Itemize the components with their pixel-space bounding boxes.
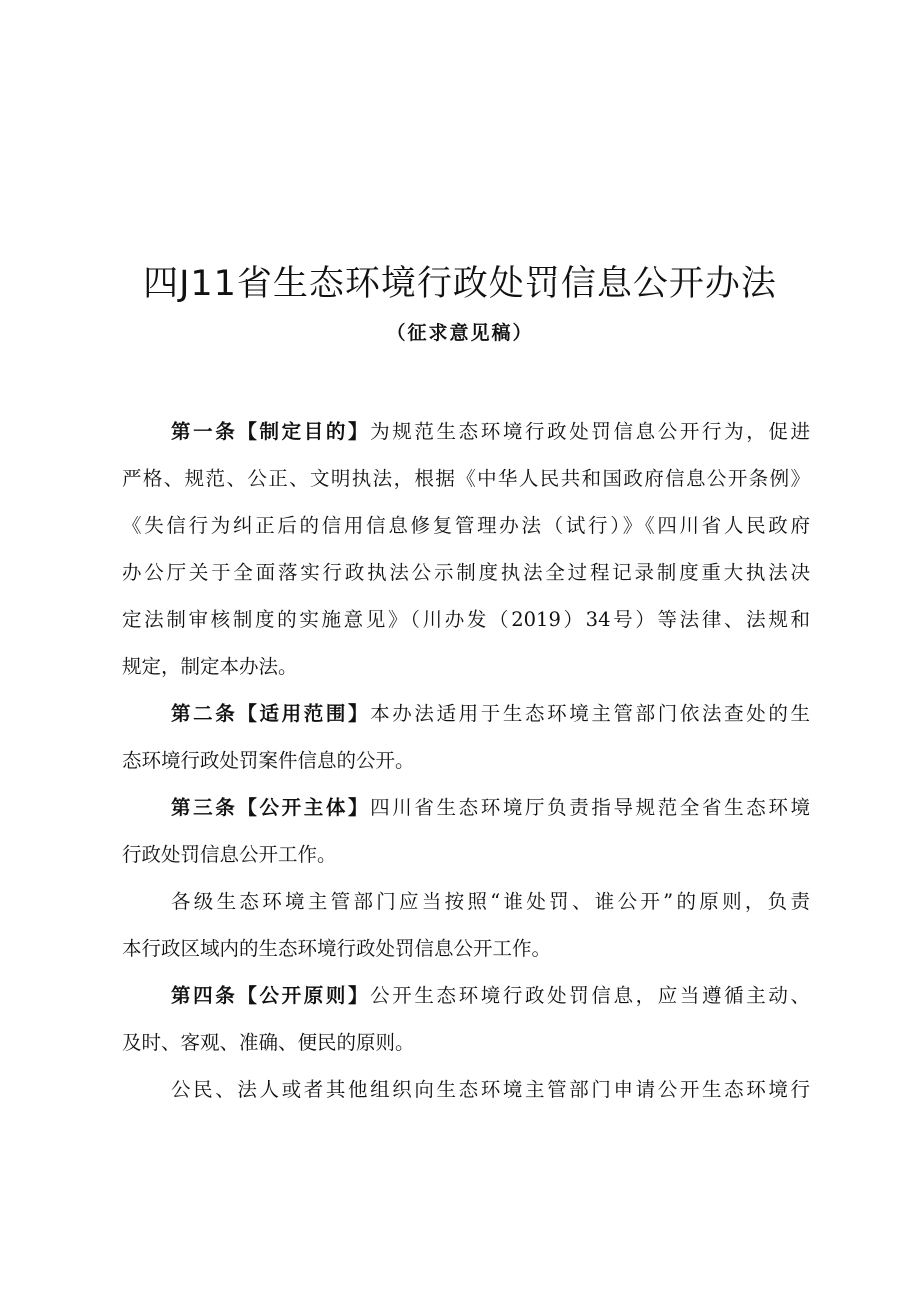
document-subtitle: （征求意见稿） [386, 322, 534, 344]
article-1-line-4: 办公厅关于全面落实行政执法公示制度执法全过程记录制度重大执法决 [122, 561, 810, 584]
article-3-line-2: 行政处罚信息公开工作。 [122, 843, 337, 866]
article-1-line-5: 定法制审核制度的实施意见》（川办发（2019）34号）等法律、法规和 [122, 608, 810, 631]
article-4-line-1: 第四条【公开原则】公开生态环境行政处罚信息，应当遵循主动、 [171, 984, 810, 1007]
article-1-heading: 第一条【制定目的】 [171, 420, 371, 443]
article-3-para-2-line-2: 本行政区域内的生态环境行政处罚信息公开工作。 [122, 937, 552, 960]
article-3-line-1: 第三条【公开主体】四川省生态环境厅负责指导规范全省生态环境 [171, 796, 810, 819]
article-2-line-1: 第二条【适用范围】本办法适用于生态环境主管部门依法查处的生 [171, 702, 810, 725]
article-1-line-1: 第一条【制定目的】为规范生态环境行政处罚信息公开行为，促进 [171, 420, 810, 443]
article-4-line-2: 及时、客观、准确、便民的原则。 [122, 1031, 415, 1054]
article-4-para-2-line-1: 公民、法人或者其他组织向生态环境主管部门申请公开生态环境行 [171, 1078, 810, 1101]
article-2-heading: 第二条【适用范围】 [171, 702, 371, 725]
article-1-line-2: 严格、规范、公正、文明执法，根据《中华人民共和国政府信息公开条例》 [122, 467, 810, 490]
article-3-para-2-line-1: 各级生态环境主管部门应当按照“谁处罚、谁公开”的原则，负责 [171, 890, 810, 913]
article-3-heading: 第三条【公开主体】 [171, 796, 371, 819]
document-title: 四J11省生态环境行政处罚信息公开办法 [143, 264, 777, 304]
article-4-heading: 第四条【公开原则】 [171, 984, 371, 1007]
document-body [122, 408, 810, 1113]
article-1-line-3: 《失信行为纠正后的信用信息修复管理办法（试行）》《四川省人民政府 [122, 514, 810, 537]
article-1-line-6: 规定，制定本办法。 [122, 655, 298, 678]
article-2-line-2: 态环境行政处罚案件信息的公开。 [122, 749, 415, 772]
